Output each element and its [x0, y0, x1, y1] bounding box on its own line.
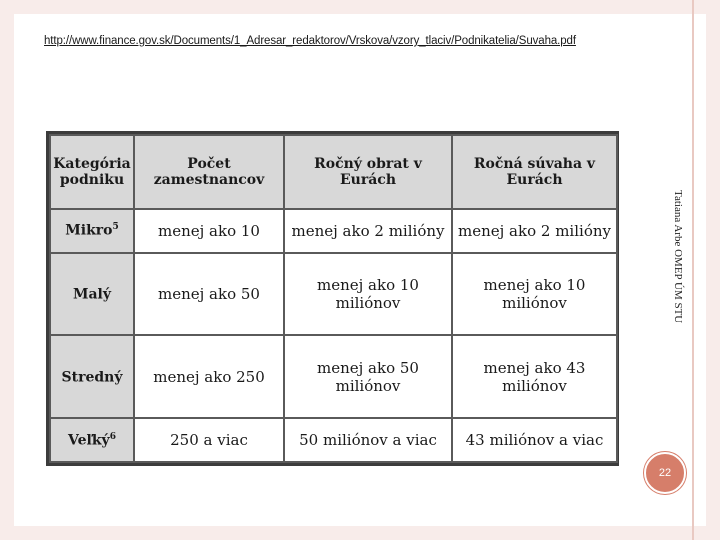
page-number: 22: [658, 467, 672, 479]
table-row: [50, 418, 617, 462]
enterprise-category-table: [46, 131, 619, 466]
row-category: [50, 335, 134, 418]
table-header-row: [50, 135, 617, 209]
row-category: [50, 418, 134, 462]
cell-turnover: menej ako 2 milióny: [284, 209, 452, 253]
slide-frame-bottom: [0, 526, 720, 540]
cell-balance: menej ako 2 milióny: [452, 209, 617, 253]
footnote-marker: 5: [112, 222, 119, 233]
slide-divider-line: [692, 0, 694, 540]
cell-balance: 43 miliónov a viac: [452, 418, 617, 462]
cell-employees: menej ako 10: [134, 209, 284, 253]
cell-turnover: menej ako 50 miliónov: [284, 335, 452, 418]
slide-frame-top: [0, 0, 720, 14]
cell-balance: menej ako 10 miliónov: [452, 253, 617, 336]
cell-employees: menej ako 250: [134, 335, 284, 418]
header-turnover: Ročný obrat v Eurách: [284, 135, 452, 209]
row-category: [50, 253, 134, 336]
header-balance: Ročná súvaha v Eurách: [452, 135, 617, 209]
category-table: [49, 134, 618, 463]
cell-employees: menej ako 50: [134, 253, 284, 336]
cell-balance: menej ako 43 miliónov: [452, 335, 617, 418]
cell-turnover: 50 miliónov a viac: [284, 418, 452, 462]
source-link[interactable]: http://www.finance.gov.sk/Documents/1_Adresar_redaktorov/Vrskova/vzory_tlaciv/Podnikatelia/Suvaha.pdf: [44, 35, 576, 47]
category-label: Mikro: [65, 223, 113, 240]
footnote-marker: 6: [109, 431, 116, 442]
category-label: Stredný: [61, 369, 123, 386]
table-row: [50, 209, 617, 253]
header-employees: Počet zamestnancov: [134, 135, 284, 209]
cell-turnover: menej ako 10 miliónov: [284, 253, 452, 336]
page-number-badge: [644, 452, 686, 494]
header-category: Kategória podniku: [50, 135, 134, 209]
row-category: [50, 209, 134, 253]
category-label: Veľký: [68, 432, 110, 449]
table-row: [50, 335, 617, 418]
author-side-text: Tatiana Arbe OMEP ÚM STU: [672, 190, 684, 324]
slide-frame-right: [706, 0, 720, 540]
table-row: [50, 253, 617, 336]
cell-employees: 250 a viac: [134, 418, 284, 462]
category-label: Malý: [72, 286, 112, 303]
slide-frame-left: [0, 0, 14, 540]
